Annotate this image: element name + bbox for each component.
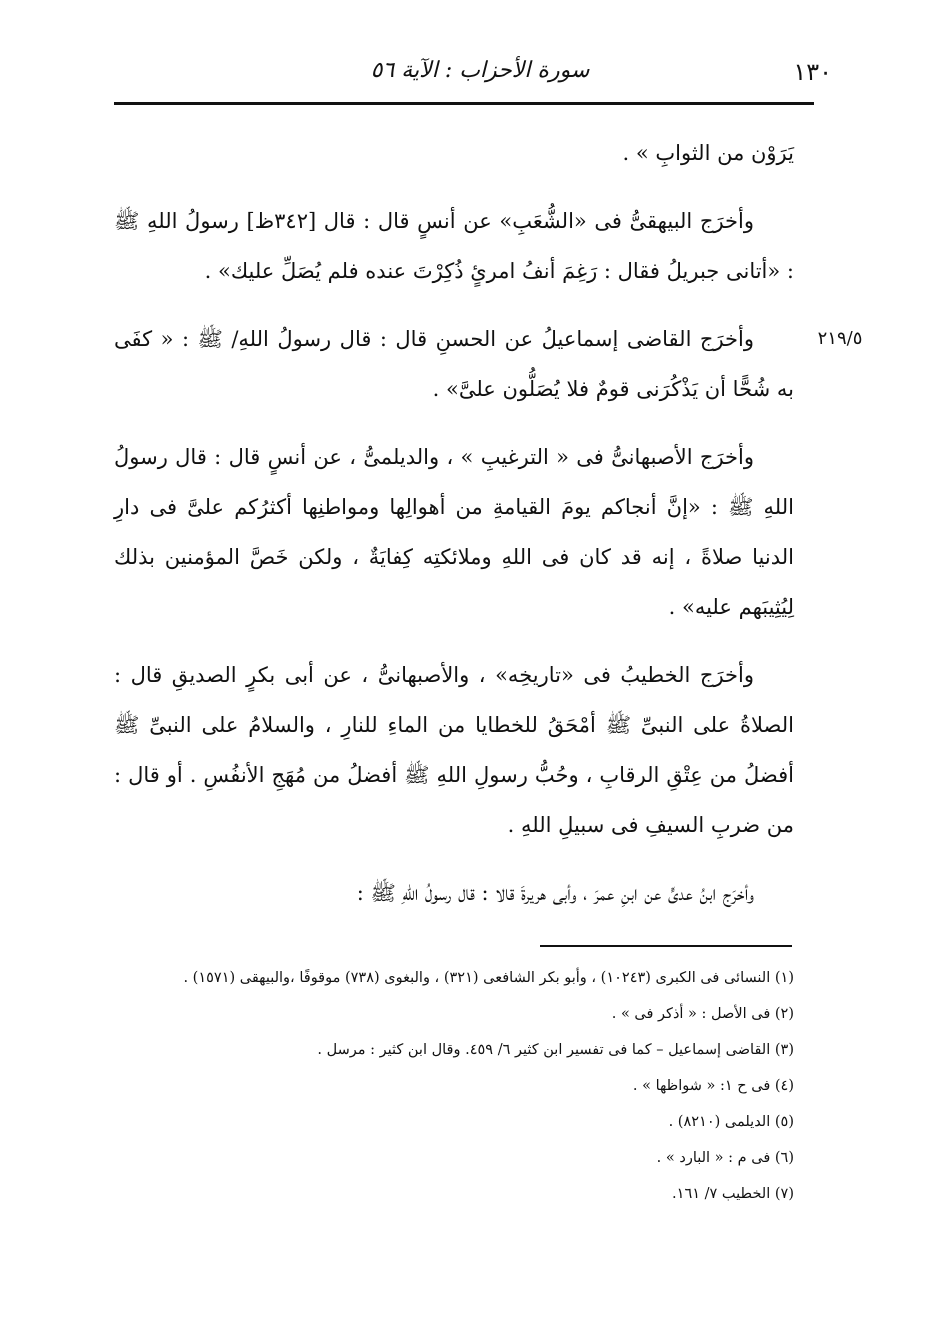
- footnote: (١) النسائى فى الكبرى (١٠٢٤٣) ، وأبو بكر الشافعى (٣٢١) ، والبغوى (٧٣٨) موقوفًا ،والبيهقى (١٥٧١) .: [183, 970, 794, 986]
- paragraph: وأخرَج القاضى إسماعيلُ عن الحسنِ قال : قال رسولُ اللهِ/ ﷺ : « كفَى به شُحًّا أن يَذْكُرَنى قومٌ فلا يُصَلُّون علىَّ» .: [114, 327, 794, 401]
- page-header: [0, 52, 940, 92]
- footnotes: [114, 960, 794, 1212]
- running-title: سورة الأحزاب : الآية ٥٦: [370, 58, 590, 83]
- page-number: ١٣٠: [793, 58, 832, 86]
- margin-reference: ٢١٩/٥: [817, 328, 863, 349]
- paragraph: وأخرَج الخطيبُ فى «تاريخِه» ، والأصبهانىُّ ، عن أبى بكرٍ الصديقِ قال : الصلاةُ على النبىِّ ﷺ أمْحَقُ للخطايا من الماءِ للنارِ ، والسلامُ على النبىِّ ﷺ أفضلُ من عِتْقِ الرقابِ ، وحُبُّ رسولِ اللهِ ﷺ أفضلُ من مُهَجِ الأنفُسِ . أو قال : من ضربِ السيفِ فى سبيلِ اللهِ .: [114, 663, 794, 837]
- paragraph: وأخرَج البيهقىُّ فى «الشُّعَبِ» عن أنسٍ قال : قال [٣٤٢ظ] رسولُ اللهِ ﷺ : «أتانى جبريلُ فقال : رَغِمَ أنفُ امرئٍ ذُكِرْتَ عنده فلم يُصَلِّ عليك» .: [114, 209, 794, 283]
- paragraph: يَرَوْن من الثوابِ » .: [622, 141, 794, 165]
- main-text: [114, 128, 794, 936]
- footnote: (٦) فى م : « البارد » .: [656, 1150, 794, 1166]
- footnote: (٣) القاضى إسماعيل – كما فى تفسير ابن كثير ٦/ ٤٥٩. وقال ابن كثير : مرسل .: [317, 1042, 794, 1058]
- paragraph: وأخرَج ابنُ عدىٍّ عن ابنِ عمرَ ، وأبى هريرةَ قالا : قال رسولُ اللهِ ﷺ :: [356, 881, 754, 905]
- header-rule: [114, 102, 814, 105]
- footnote: (٤) فى ح ١: « شواظها » .: [632, 1078, 794, 1094]
- footnote: (٢) فى الأصل : « أذكر فى » .: [611, 1006, 794, 1022]
- footnote: (٧) الخطيب ٧/ ١٦١.: [672, 1186, 794, 1202]
- footnote: (٥) الديلمى (٨٢١٠) .: [668, 1114, 794, 1130]
- footnote-rule: [540, 945, 792, 947]
- paragraph: وأخرَج الأصبهانىُّ فى « الترغيبِ » ، والديلمىُّ ، عن أنسٍ قال : قال رسولُ اللهِ ﷺ : «إنَّ أنجاكم يومَ القيامةِ من أهوالِها ومواطنِها أكثرُكم علىَّ فى دارِ الدنيا صلاةً ، إنه قد كان فى اللهِ وملائكتِه كِفايَةٌ ، ولكن خَصَّ المؤمنين بذلك لِيُثِيبَهم عليه» .: [114, 445, 794, 619]
